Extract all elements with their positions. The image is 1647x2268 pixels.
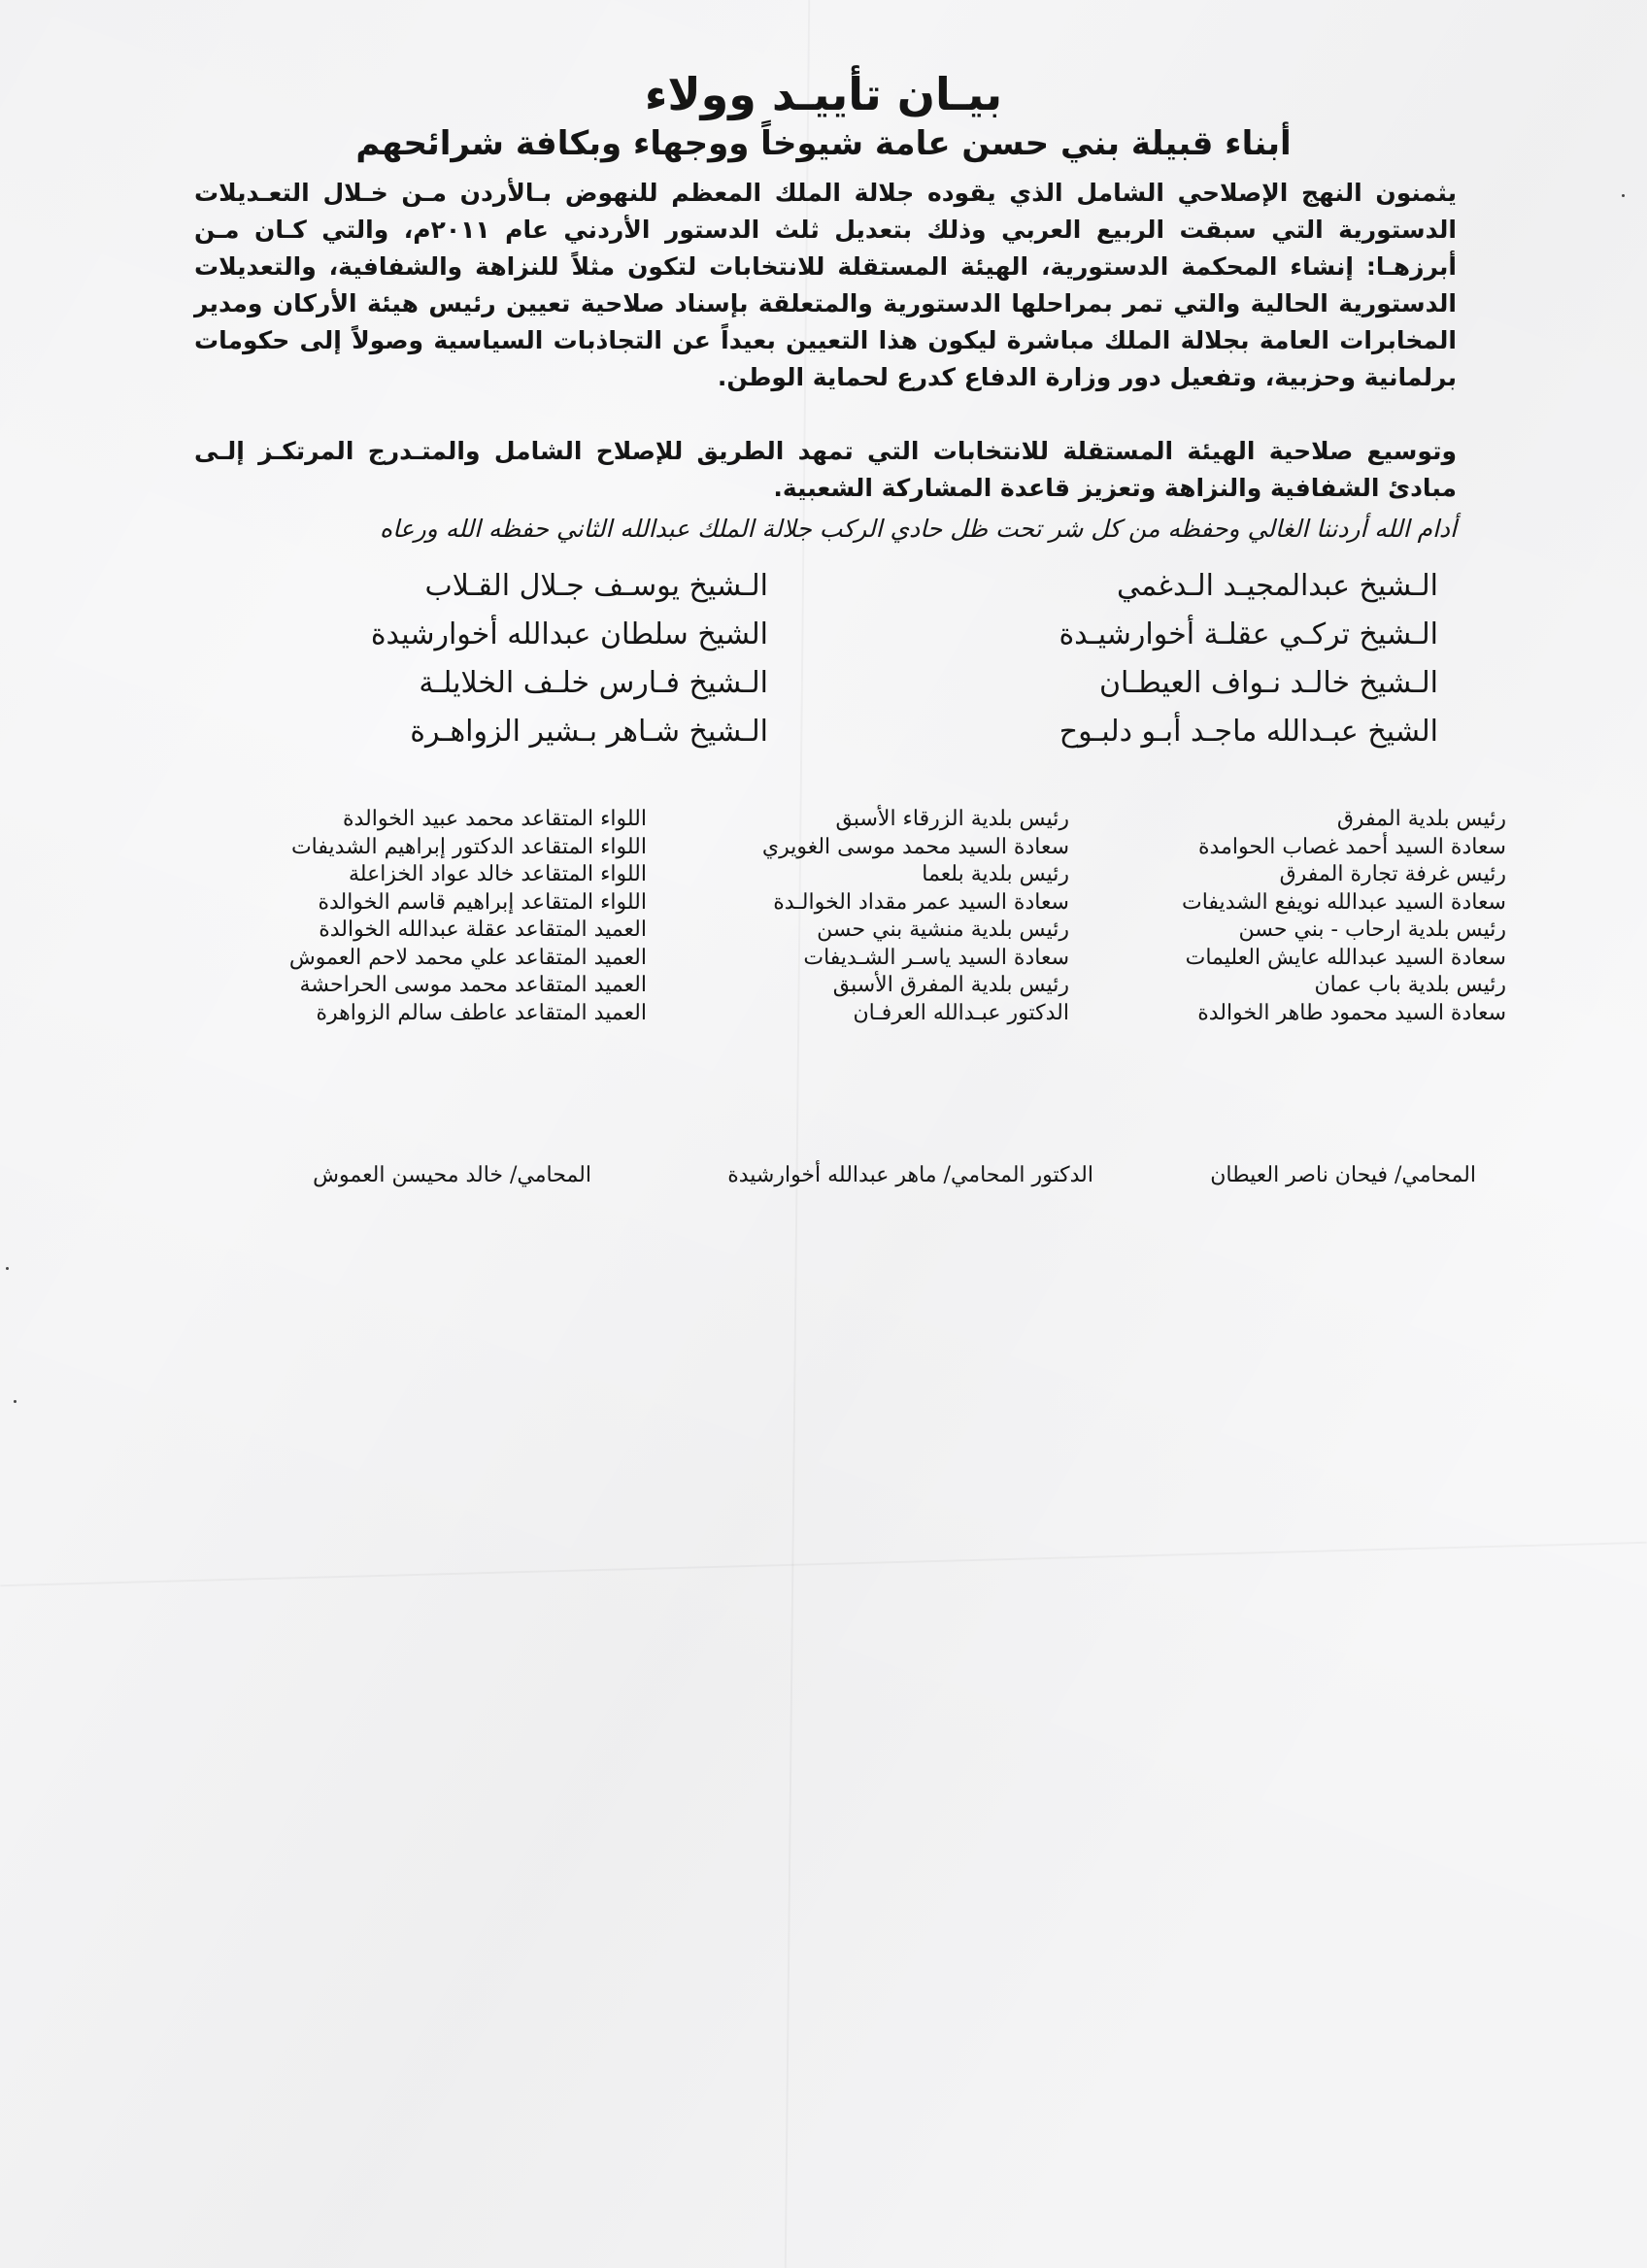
paper-crease [0, 1542, 1646, 1586]
signatory-line: العميد المتقاعد علي محمد لاحم العموش [288, 945, 647, 970]
ink-speck [14, 1400, 17, 1403]
signatory-line: رئيس بلدية بلعما [922, 862, 1069, 886]
body-paragraph-2: وتوسيع صلاحية الهيئة المستقلة للانتخابات التي تمهد الطريق للإصلاح الشامل والمتـدرج المرتكـز إلـى مبادئ الشفافية والنزاهة وتعزيز قاعدة المشاركة الشعبية. [194, 437, 1457, 502]
sheikh-name: الـشيخ خالـد نـواف العيطـان [1098, 666, 1438, 700]
signatory-line: العميد المتقاعد عقلة عبدالله الخوالدة [319, 917, 647, 942]
ink-speck [1622, 194, 1625, 197]
document-title: بيـان تأييـد وولاء [644, 68, 1003, 120]
signatory-line: اللواء المتقاعد إبراهيم قاسم الخوالدة [318, 889, 647, 915]
signatory-line: سعادة السيد عبدالله عايش العليمات [1185, 945, 1506, 970]
sheikh-name: الـشيخ فـارس خلـف الخلايلـة [419, 666, 768, 700]
sheikh-name: الـشيخ يوسـف جـلال القـلاب [424, 569, 768, 603]
signatory-line: اللواء المتقاعد الدكتور إبراهيم الشديفات [290, 834, 647, 859]
signatory-line: سعادة السيد عبدالله نويفع الشديفات [1182, 889, 1506, 915]
ink-speck [6, 1267, 9, 1270]
signatory-line: سعادة السيد محمد موسى الغويري [761, 834, 1069, 859]
signatory-line: العميد المتقاعد عاطف سالم الزواهرة [316, 1000, 647, 1025]
signatory-line: رئيس بلدية باب عمان [1314, 973, 1506, 997]
signatory-line: رئيس بلدية المفرق [1336, 807, 1506, 831]
document-subtitle: أبناء قبيلة بني حسن عامة شيوخاً ووجهاء وبكافة شرائحهم [355, 124, 1292, 163]
signatory-line: رئيس بلدية المفرق الأسبق [832, 973, 1069, 997]
signatory-line: سعادة السيد ياسـر الشـديفات [803, 945, 1069, 970]
closing-prayer: أدام الله أردننا الغالي وحفظه من كل شر تحت ظل حادي الركب جلالة الملك عبدالله الثاني حفظه الله ورعاه [379, 515, 1457, 543]
signatory-line: اللواء المتقاعد محمد عبيد الخوالدة [342, 807, 647, 831]
sheikh-name: الشيخ عبـدالله ماجـد أبـو دلبـوح [1059, 715, 1438, 749]
body-paragraph-1: يثمنون النهج الإصلاحي الشامل الذي يقوده جلالة الملك المعظم للنهوض بـالأردن مـن خـلال التعـديلات الدستورية التي سبقت الربيع العربي وذلك بتعديل ثلث الدستور الأردني عام ٢٠١١م، والتي كـان مـن أبرزهـا: إنشاء المحكمة الدستورية، الهيئة المستقلة للانتخابات لتكون مثلاً للنزاهة والشفافية، والتعديلات الدستورية الحالية والتي تمر بمراحلها الدستورية والمتعلقة بإسناد صلاحية تعيين رئيس هيئة الأركان ومدير المخابرات العامة بجلالة الملك مباشرة ليكون هذا التعيين بعيداً عن التجاذبات السياسية وصولاً إلى حكومات برلمانية وحزبية، وتفعيل دور وزارة الدفاع كدرع لحماية الوطن. [194, 179, 1457, 391]
signatory-line: رئيس بلدية منشية بني حسن [817, 917, 1069, 942]
lawyer-signatory: الدكتور المحامي/ ماهر عبدالله أخوارشيدة [727, 1163, 1093, 1187]
signatory-line: رئيس بلدية الزرقاء الأسبق [835, 807, 1069, 831]
signatories-right-column [1182, 806, 1506, 1027]
lawyer-signatory: المحامي/ خالد محيسن العموش [313, 1163, 591, 1187]
sheikh-name: الـشيخ تركـي عقلـة أخوارشيـدة [1059, 617, 1438, 651]
lawyer-signatory: المحامي/ فيحان ناصر العيطان [1210, 1163, 1476, 1187]
signatory-line: الدكتور عبـدالله العرفـان [853, 1000, 1069, 1025]
signatory-line: سعادة السيد أحمد غصاب الحوامدة [1197, 834, 1506, 859]
sheikh-name: الشيخ سلطان عبدالله أخوارشيدة [370, 617, 768, 651]
signatory-line: رئيس بلدية ارحاب - بني حسن [1238, 917, 1506, 942]
signatory-line: سعادة السيد عمر مقداد الخوالـدة [773, 889, 1069, 915]
sheikh-name: الـشيخ عبدالمجيـد الـدغمي [1116, 569, 1438, 603]
signatories-left-column [289, 806, 647, 1027]
signatory-line: سعادة السيد محمود طاهر الخوالدة [1197, 1000, 1506, 1025]
signatory-line: رئيس غرفة تجارة المفرق [1279, 862, 1506, 886]
signatories-middle-column [762, 806, 1069, 1027]
sheikh-name: الـشيخ شـاهر بـشير الزواهـرة [410, 715, 768, 749]
signatory-line: العميد المتقاعد محمد موسى الحراحشة [299, 973, 647, 997]
signatory-line: اللواء المتقاعد خالد عواد الخزاعلة [348, 862, 647, 886]
